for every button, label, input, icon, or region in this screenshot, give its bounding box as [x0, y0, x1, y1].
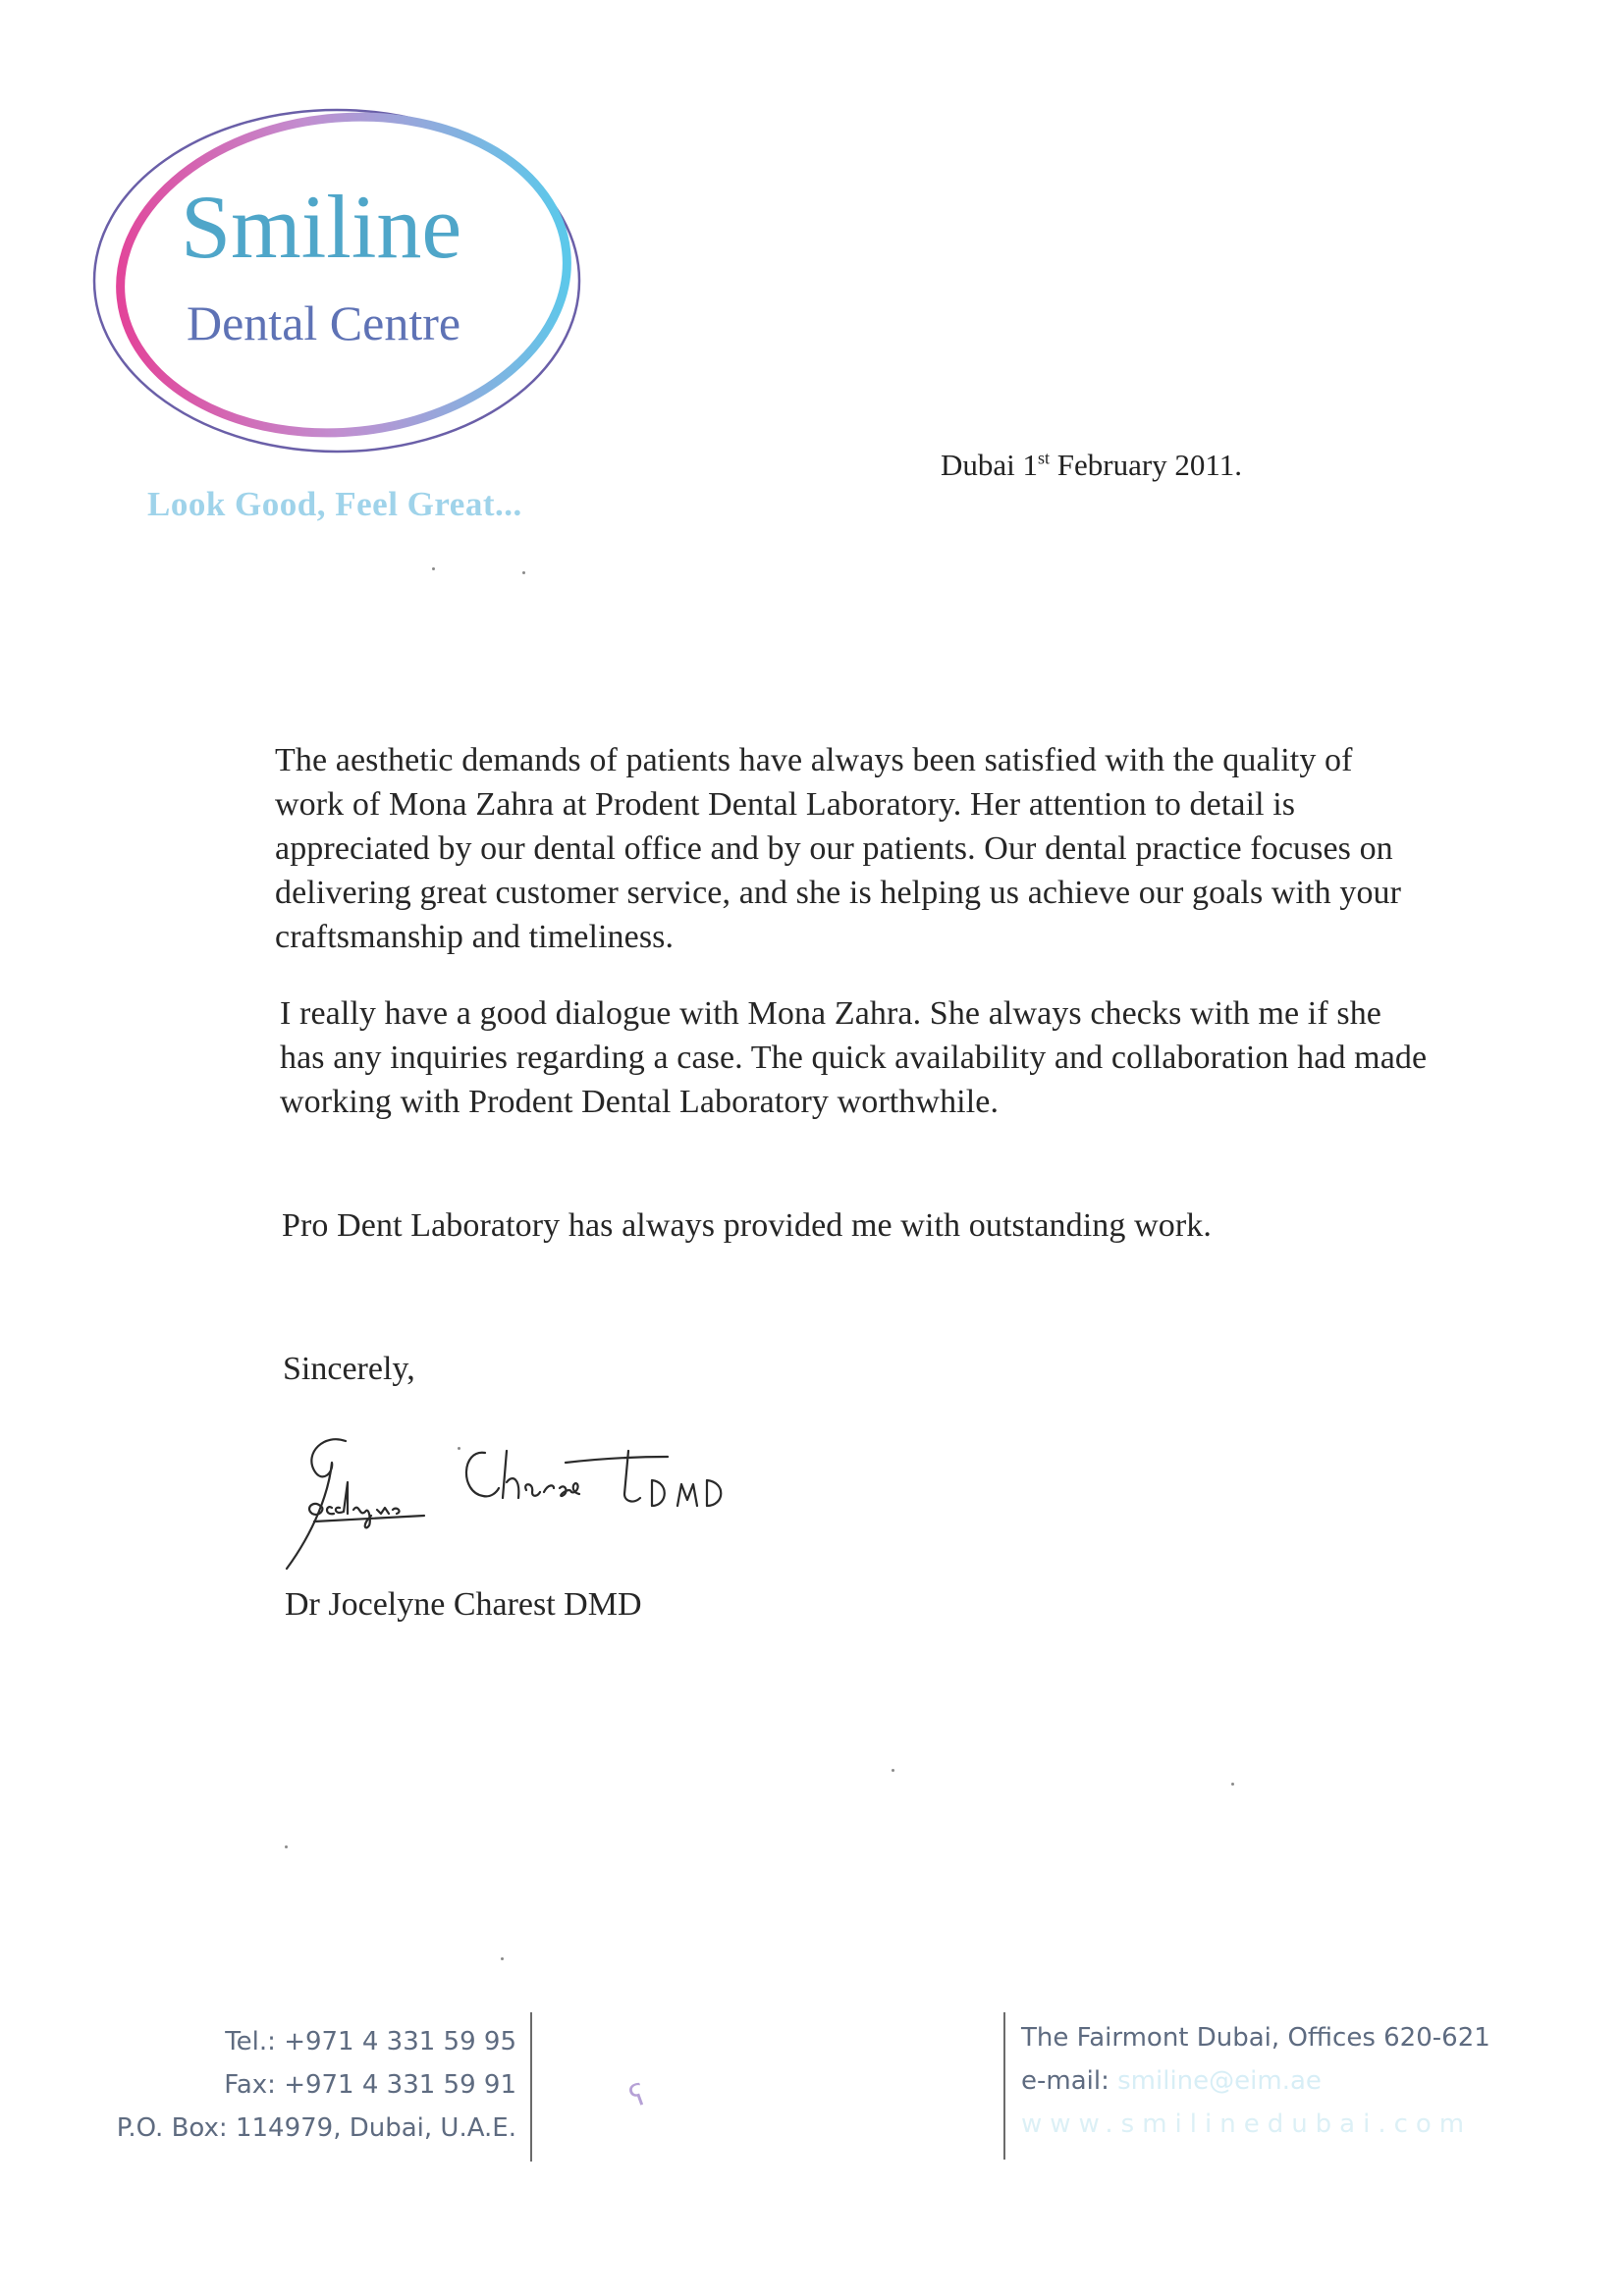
scan-speck	[501, 1957, 504, 1960]
stray-mark: ʕ	[624, 2077, 651, 2115]
fax-value: +971 4 331 59 91	[284, 2070, 516, 2100]
smiline-logo	[86, 98, 597, 471]
date-rest: February 2011.	[1050, 448, 1243, 482]
footer-tel-line	[59, 2020, 516, 2063]
scan-speck	[432, 567, 435, 570]
footer-contact-left	[59, 2020, 516, 2150]
letter-date	[941, 448, 1242, 483]
body-paragraph-2: I really have a good dialogue with Mona Zahra. She always checks with me if she has any inquiries regarding a case. The quick availability and collaboration had made working with Prodent Dental Laboratory worthwhile.	[280, 995, 1428, 1120]
date-ordinal-suffix: st	[1038, 448, 1051, 468]
logo-subtitle-text: Dental Centre	[187, 295, 461, 350]
footer-contact-right	[1021, 2016, 1490, 2146]
footer-divider	[1003, 2012, 1005, 2160]
scan-speck	[522, 571, 525, 574]
logo-brand-text: Smiline	[181, 177, 462, 277]
signer-name: Dr Jocelyne Charest DMD	[285, 1586, 642, 1623]
footer-address: The Fairmont Dubai, Offices 620-621	[1021, 2023, 1490, 2053]
fax-label: Fax:	[224, 2070, 276, 2100]
pobox-value: 114979, Dubai, U.A.E.	[235, 2113, 516, 2143]
handwritten-signature	[275, 1423, 785, 1590]
footer-pobox-line	[59, 2107, 516, 2150]
scan-speck	[892, 1769, 894, 1772]
body-paragraph-3: Pro Dent Laboratory has always provided me with outstanding work.	[282, 1207, 1212, 1244]
scan-speck	[1231, 1783, 1234, 1786]
email-value: smiline@eim.ae	[1117, 2066, 1322, 2096]
footer-divider	[530, 2012, 532, 2162]
email-label: e-mail:	[1021, 2066, 1109, 2096]
tel-value: +971 4 331 59 95	[284, 2027, 516, 2056]
footer-fax-line	[59, 2063, 516, 2107]
pobox-label: P.O. Box:	[116, 2113, 228, 2143]
tel-label: Tel.:	[225, 2027, 276, 2056]
body-paragraph-1: The aesthetic demands of patients have always been satisfied with the quality of work of Mona Zahra at Prodent Dental Laboratory. Her attention to detail is appreciated by our dental office and by our patients. Our dental practice focuses on delivering great customer service, and she is helping us achieve our goals with your craftsmanship and timeliness.	[275, 742, 1402, 955]
scan-speck	[458, 1447, 460, 1450]
logo-tagline: Look Good, Feel Great...	[147, 485, 522, 523]
date-prefix: Dubai 1	[941, 448, 1039, 482]
closing-salutation: Sincerely,	[283, 1351, 415, 1387]
footer-email-line	[1021, 2059, 1490, 2103]
footer-website: www.smilinedubai.com	[1021, 2109, 1473, 2139]
scan-speck	[285, 1845, 288, 1848]
